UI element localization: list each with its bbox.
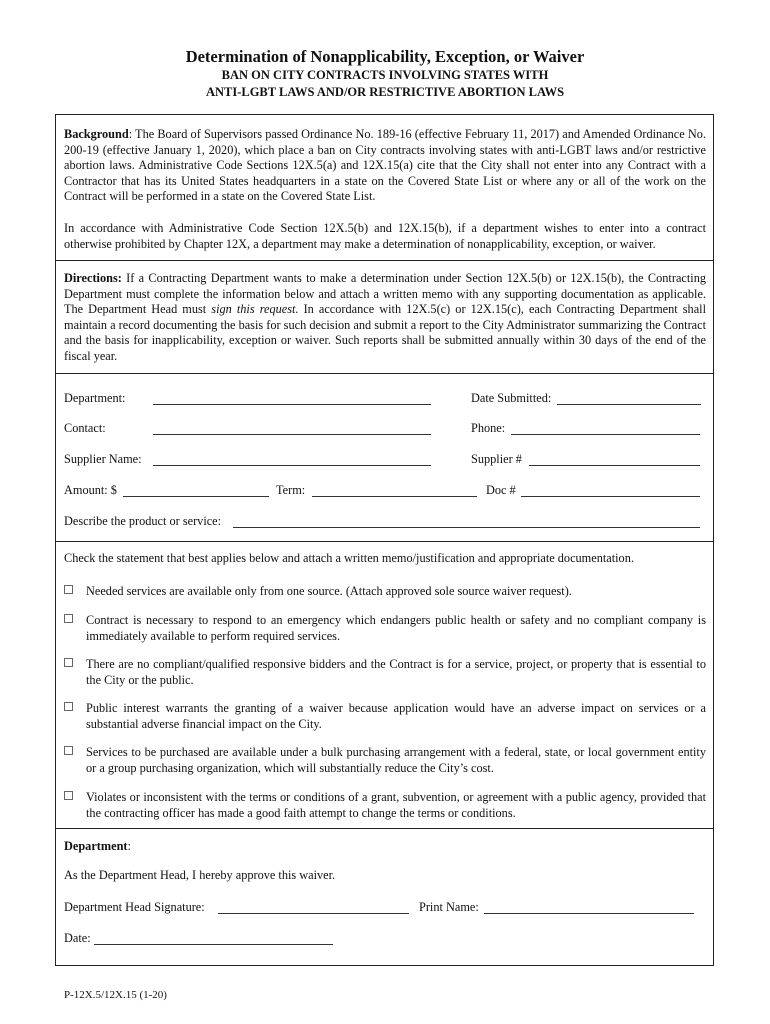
supplier-number-label: Supplier # bbox=[471, 452, 522, 466]
date-label: Date: bbox=[64, 931, 91, 945]
checkbox[interactable] bbox=[64, 702, 73, 711]
checkbox[interactable] bbox=[64, 614, 73, 623]
form-subtitle-line1: BAN ON CITY CONTRACTS INVOLVING STATES WITH bbox=[221, 68, 549, 82]
form-code: P-12X.5/12X.15 (1-20) bbox=[64, 989, 167, 1001]
checkbox[interactable] bbox=[64, 585, 73, 594]
amount-label: Amount: $ bbox=[64, 483, 117, 497]
background-text: : The Board of Supervisors passed Ordinance No. 189-16 (effective February 11, 2017) and Amended Ordinance No. 200-19 (effective January 1, 2020), which place a ban on City contracts involving states with anti-LGBT laws and/or restrictive abortion laws. Administrative Code Sections 12X.5(a) and 12X.15(a) cite that the City shall not enter into any Contract with a Contractor that has its United States headquarters in a state on the Covered State List or where any or all of the work on the Contract will be performed in a state on the Covered State List. bbox=[64, 127, 706, 203]
check-instruction: Check the statement that best applies below and attach a written memo/justification and appropriate documentation. bbox=[64, 551, 634, 565]
form-title: Determination of Nonapplicability, Exception, or Waiver bbox=[185, 47, 585, 66]
option-text: Public interest warrants the granting of a waiver because application would have an adverse impact on services or a substantial adverse financial impact on the City. bbox=[86, 701, 706, 731]
date-submitted-label: Date Submitted: bbox=[471, 391, 552, 405]
supplier-name-label: Supplier Name: bbox=[64, 452, 142, 466]
approval-label: Department bbox=[64, 839, 128, 853]
print-name-label: Print Name: bbox=[419, 900, 479, 914]
contact-label: Contact: bbox=[64, 421, 106, 435]
background-label: Background bbox=[64, 127, 129, 141]
phone-field[interactable] bbox=[511, 434, 700, 435]
section-divider bbox=[55, 828, 714, 829]
describe-field[interactable] bbox=[233, 527, 700, 528]
supplier-number-field[interactable] bbox=[529, 465, 700, 466]
contact-field[interactable] bbox=[153, 434, 431, 435]
amount-field[interactable] bbox=[123, 496, 269, 497]
directions-emphasis: sign this request. bbox=[211, 302, 299, 316]
date-field[interactable] bbox=[94, 944, 333, 945]
section-divider bbox=[55, 541, 714, 542]
approval-statement: As the Department Head, I hereby approve this waiver. bbox=[64, 868, 336, 882]
phone-label: Phone: bbox=[471, 421, 506, 435]
date-submitted-field[interactable] bbox=[557, 404, 701, 405]
option-text: Needed services are available only from one source. (Attach approved sole source waiver request). bbox=[86, 584, 572, 598]
term-label: Term: bbox=[276, 483, 306, 497]
department-field[interactable] bbox=[153, 404, 431, 405]
background-paragraph bbox=[64, 127, 706, 205]
option-text: Services to be purchased are available under a bulk purchasing arrangement with a federal, state, or local government entity or a group purchasing organization, which will substantially reduce the City’s cost. bbox=[86, 745, 706, 775]
department-label: Department: bbox=[64, 391, 126, 405]
checkbox[interactable] bbox=[64, 658, 73, 667]
print-name-field[interactable] bbox=[484, 913, 694, 914]
section-divider bbox=[55, 260, 714, 261]
doc-number-label: Doc # bbox=[486, 483, 516, 497]
directions-text: If a Contracting Department wants to make a determination under Section 12X.5(b) or 12X.15(b), the Contracting Department must complete the information below and attach a written memo with any supporting documentation as applicable. The Department Head must bbox=[64, 271, 706, 316]
checkbox[interactable] bbox=[64, 746, 73, 755]
approval-heading bbox=[64, 839, 131, 854]
signature-label: Department Head Signature: bbox=[64, 900, 205, 914]
option-text: Violates or inconsistent with the terms or conditions of a grant, subvention, or agreement with a public agency, provided that the contracting officer has made a good faith attempt to change the terms or conditions. bbox=[86, 790, 706, 820]
directions-label: Directions: bbox=[64, 271, 122, 285]
checkbox[interactable] bbox=[64, 791, 73, 800]
approval-colon: : bbox=[127, 839, 131, 853]
directions-paragraph bbox=[64, 271, 706, 364]
describe-label: Describe the product or service: bbox=[64, 514, 222, 528]
doc-number-field[interactable] bbox=[521, 496, 700, 497]
directions-text-2: In accordance with 12X.5(c) or 12X.15(c), each Contracting Department shall maintain a record documenting the basis for such decision and submit a report to the City Administrator summarizing the Contract and the basis for inapplicability, exception or waiver. Such reports shall be submitted annually within 30 days of the end of the fiscal year. bbox=[64, 302, 706, 363]
supplier-name-field[interactable] bbox=[153, 465, 431, 466]
signature-field[interactable] bbox=[218, 913, 409, 914]
background-paragraph-2: In accordance with Administrative Code Section 12X.5(b) and 12X.15(b), if a department wishes to enter into a contract otherwise prohibited by Chapter 12X, a department may make a determination of nonapplicability, exception, or waiver. bbox=[64, 221, 706, 251]
term-field[interactable] bbox=[312, 496, 477, 497]
form-subtitle-line2: ANTI-LGBT LAWS AND/OR RESTRICTIVE ABORTION LAWS bbox=[205, 85, 565, 99]
option-text: Contract is necessary to respond to an emergency which endangers public health or safety and no compliant company is immediately available to perform required services. bbox=[86, 613, 706, 643]
option-text: There are no compliant/qualified responsive bidders and the Contract is for a service, project, or property that is essential to the City or the public. bbox=[86, 657, 706, 687]
section-divider bbox=[55, 373, 714, 374]
